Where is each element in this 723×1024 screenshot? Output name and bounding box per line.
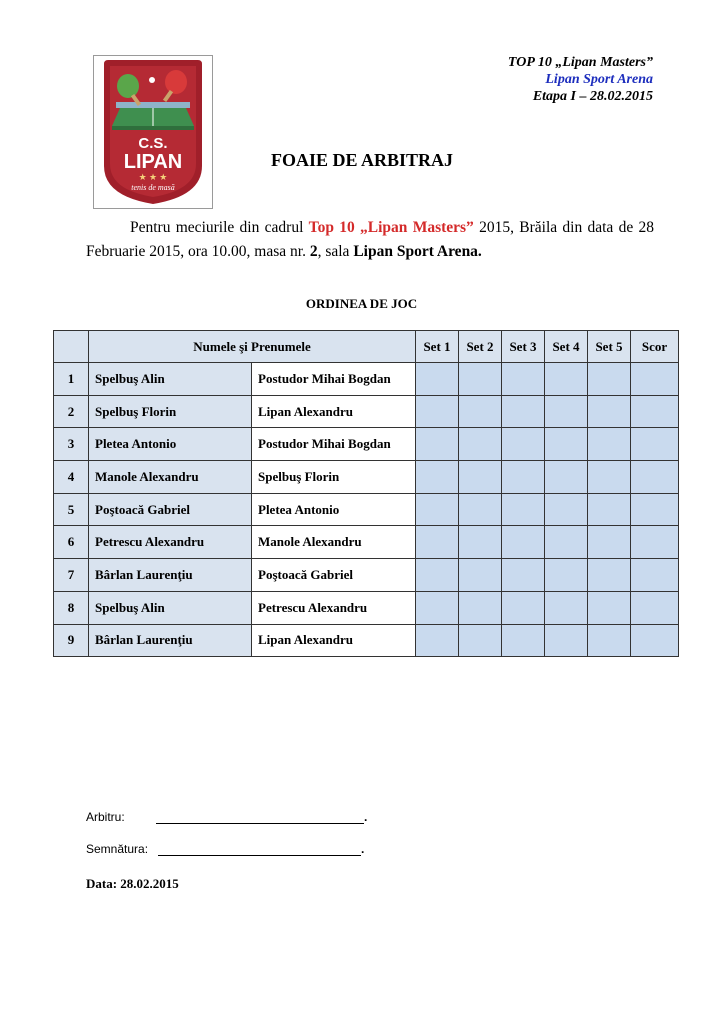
- set-score-cell[interactable]: [502, 526, 545, 559]
- set-score-cell[interactable]: [416, 461, 459, 494]
- player-one: Pletea Antonio: [89, 428, 252, 461]
- signature-input-line[interactable]: [158, 854, 361, 856]
- set-score-cell[interactable]: [502, 428, 545, 461]
- venue: Lipan Sport Arena.: [353, 243, 482, 260]
- event-header: [508, 54, 653, 105]
- table-row: [54, 493, 679, 526]
- set-score-cell[interactable]: [416, 526, 459, 559]
- venue-name: Lipan Sport Arena: [545, 72, 653, 87]
- player-two: Lipan Alexandru: [252, 395, 416, 428]
- set-score-cell[interactable]: [459, 363, 502, 396]
- table-row: [54, 395, 679, 428]
- set-score-cell[interactable]: [588, 461, 631, 494]
- set-score-cell[interactable]: [588, 591, 631, 624]
- set-score-cell[interactable]: [459, 591, 502, 624]
- set-score-cell[interactable]: [459, 559, 502, 592]
- match-number: 9: [54, 624, 89, 657]
- intro-text: 2015, Brăila din data de 28 Februarie 2015, ora 10.00, masa nr.: [86, 219, 655, 260]
- match-number: 6: [54, 526, 89, 559]
- player-one: Spelbuş Florin: [89, 395, 252, 428]
- stage-date: Etapa I – 28.02.2015: [532, 89, 653, 104]
- table-row: [54, 363, 679, 396]
- header-set: Set 5: [588, 331, 631, 363]
- player-two: Spelbuş Florin: [252, 461, 416, 494]
- svg-text:LIPAN: LIPAN: [123, 151, 183, 173]
- set-score-cell[interactable]: [502, 493, 545, 526]
- intro-text: , sala: [317, 243, 354, 260]
- set-score-cell[interactable]: [545, 493, 588, 526]
- final-score-cell[interactable]: [631, 428, 679, 461]
- set-score-cell[interactable]: [459, 395, 502, 428]
- set-score-cell[interactable]: [588, 428, 631, 461]
- referee-label: Arbitru:: [86, 810, 125, 824]
- header-name: Numele şi Prenumele: [89, 331, 416, 363]
- player-two: Petrescu Alexandru: [252, 591, 416, 624]
- club-crest-icon: [94, 56, 212, 208]
- table-header: [54, 331, 679, 363]
- referee-input-line[interactable]: [156, 822, 364, 824]
- final-score-cell[interactable]: [631, 526, 679, 559]
- set-score-cell[interactable]: [588, 559, 631, 592]
- final-score-cell[interactable]: [631, 591, 679, 624]
- player-two: Manole Alexandru: [252, 526, 416, 559]
- header-set: Set 1: [416, 331, 459, 363]
- match-number: 2: [54, 395, 89, 428]
- set-score-cell[interactable]: [416, 493, 459, 526]
- header-score: Scor: [631, 331, 679, 363]
- set-score-cell[interactable]: [588, 624, 631, 657]
- player-one: Spelbuş Alin: [89, 363, 252, 396]
- set-score-cell[interactable]: [545, 395, 588, 428]
- final-score-cell[interactable]: [631, 559, 679, 592]
- player-one: Manole Alexandru: [89, 461, 252, 494]
- match-number: 5: [54, 493, 89, 526]
- final-score-cell[interactable]: [631, 493, 679, 526]
- set-score-cell[interactable]: [416, 624, 459, 657]
- event-title: TOP 10 „Lipan Masters”: [507, 55, 653, 70]
- set-score-cell[interactable]: [545, 559, 588, 592]
- set-score-cell[interactable]: [416, 591, 459, 624]
- table-number: 2: [309, 243, 318, 260]
- table-row: [54, 461, 679, 494]
- match-number: 7: [54, 559, 89, 592]
- player-one: Petrescu Alexandru: [89, 526, 252, 559]
- final-score-cell[interactable]: [631, 363, 679, 396]
- set-score-cell[interactable]: [416, 363, 459, 396]
- set-score-cell[interactable]: [502, 363, 545, 396]
- page-title: FOAIE DE ARBITRAJ: [271, 150, 454, 170]
- set-score-cell[interactable]: [545, 624, 588, 657]
- set-score-cell[interactable]: [459, 624, 502, 657]
- club-logo: [93, 55, 213, 209]
- table-row: [54, 428, 679, 461]
- match-number: 3: [54, 428, 89, 461]
- date-label: Data: 28.02.2015: [86, 876, 179, 891]
- intro-text: Pentru meciurile din cadrul: [130, 219, 309, 236]
- table-row: [54, 559, 679, 592]
- set-score-cell[interactable]: [459, 526, 502, 559]
- set-score-cell[interactable]: [502, 395, 545, 428]
- set-score-cell[interactable]: [459, 428, 502, 461]
- referee-row: [86, 810, 368, 824]
- set-score-cell[interactable]: [588, 363, 631, 396]
- match-table: [53, 330, 679, 657]
- signature-label: Semnătura:: [86, 842, 149, 856]
- set-score-cell[interactable]: [502, 624, 545, 657]
- final-score-cell[interactable]: [631, 624, 679, 657]
- table-row: [54, 526, 679, 559]
- set-score-cell[interactable]: [545, 591, 588, 624]
- header-set: Set 4: [545, 331, 588, 363]
- header-set: Set 3: [502, 331, 545, 363]
- set-score-cell[interactable]: [588, 395, 631, 428]
- header-num: [54, 331, 89, 363]
- player-one: Poştoacă Gabriel: [89, 493, 252, 526]
- player-one: Spelbuş Alin: [89, 591, 252, 624]
- svg-text:tenis de masă: tenis de masă: [131, 183, 175, 192]
- table-row: [54, 624, 679, 657]
- signature-row: [86, 842, 365, 856]
- set-score-cell[interactable]: [588, 493, 631, 526]
- match-number: 8: [54, 591, 89, 624]
- svg-text:★ ★ ★: ★ ★ ★: [138, 172, 168, 182]
- set-score-cell[interactable]: [416, 428, 459, 461]
- player-two: Postudor Mihai Bogdan: [252, 428, 416, 461]
- svg-text:C.S.: C.S.: [138, 135, 168, 152]
- player-two: Poştoacă Gabriel: [252, 559, 416, 592]
- player-two: Pletea Antonio: [252, 493, 416, 526]
- set-score-cell[interactable]: [459, 493, 502, 526]
- match-number: 1: [54, 363, 89, 396]
- set-score-cell[interactable]: [416, 395, 459, 428]
- set-score-cell[interactable]: [502, 461, 545, 494]
- player-one: Bârlan Laurenţiu: [89, 559, 252, 592]
- set-score-cell[interactable]: [588, 526, 631, 559]
- set-score-cell[interactable]: [502, 559, 545, 592]
- player-two: Lipan Alexandru: [252, 624, 416, 657]
- set-score-cell[interactable]: [459, 461, 502, 494]
- order-title: ORDINEA DE JOC: [305, 296, 418, 311]
- table-row: [54, 591, 679, 624]
- player-two: Postudor Mihai Bogdan: [252, 363, 416, 396]
- intro-paragraph: [86, 216, 654, 264]
- set-score-cell[interactable]: [545, 363, 588, 396]
- set-score-cell[interactable]: [545, 526, 588, 559]
- final-score-cell[interactable]: [631, 395, 679, 428]
- set-score-cell[interactable]: [545, 461, 588, 494]
- set-score-cell[interactable]: [545, 428, 588, 461]
- header-set: Set 2: [459, 331, 502, 363]
- tournament-name: Top 10 „Lipan Masters”: [308, 219, 474, 236]
- set-score-cell[interactable]: [502, 591, 545, 624]
- signature-line-end: .: [361, 842, 365, 856]
- final-score-cell[interactable]: [631, 461, 679, 494]
- referee-line-end: .: [364, 810, 368, 824]
- match-number: 4: [54, 461, 89, 494]
- player-one: Bârlan Laurenţiu: [89, 624, 252, 657]
- set-score-cell[interactable]: [416, 559, 459, 592]
